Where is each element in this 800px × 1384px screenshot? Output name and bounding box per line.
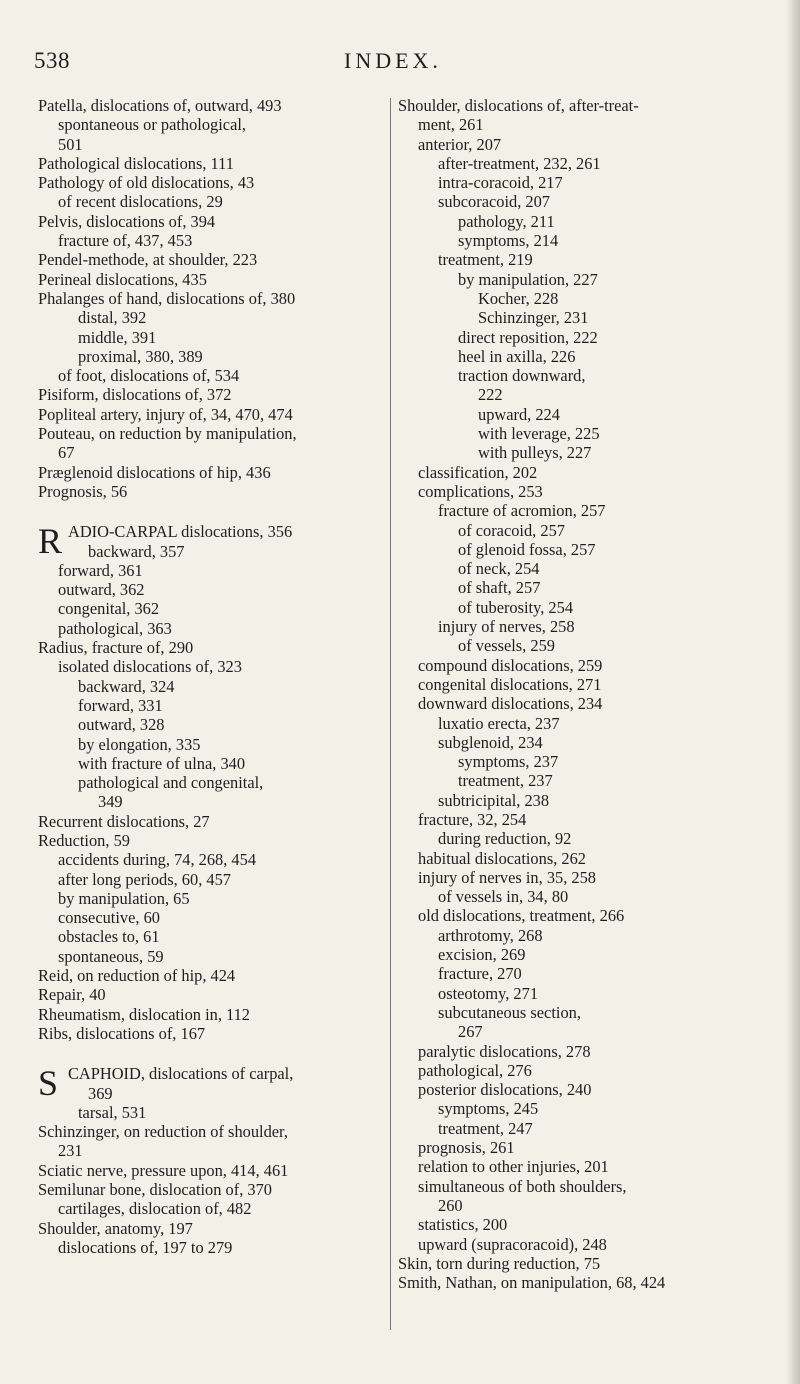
index-subentry: osteotomy, 271 — [438, 983, 539, 1003]
index-subentry: fracture of acromion, 257 — [438, 501, 606, 521]
index-subentry: pathological, 276 — [418, 1060, 532, 1080]
index-subentry: Kocher, 228 — [478, 288, 559, 308]
index-subentry: of recent dislocations, 29 — [58, 192, 223, 212]
index-subentry: backward, 357 — [88, 541, 185, 561]
index-entry: Reduction, 59 — [38, 830, 130, 850]
index-subentry: subcoracoid, 207 — [438, 192, 550, 212]
index-subentry: upward, 224 — [478, 404, 560, 424]
page-header — [34, 48, 774, 78]
index-entry: Phalanges of hand, dislocations of, 380 — [38, 288, 296, 308]
index-subentry: intra-coracoid, 217 — [438, 173, 563, 193]
index-subentry: fracture, 270 — [438, 964, 522, 984]
index-entry: Patella, dislocations of, outward, 493 — [38, 96, 282, 115]
index-subentry: classification, 202 — [418, 462, 538, 482]
index-subentry: prognosis, 261 — [418, 1138, 515, 1158]
index-subentry: of shaft, 257 — [458, 578, 541, 598]
index-subentry: 501 — [58, 134, 83, 154]
index-subentry: of glenoid fossa, 257 — [458, 539, 596, 559]
index-entry: Radius, fracture of, 290 — [38, 638, 194, 658]
index-subentry: forward, 331 — [78, 695, 163, 715]
index-subentry: 222 — [478, 385, 503, 405]
index-subentry: after long periods, 60, 457 — [58, 869, 231, 889]
index-entry: Rheumatism, dislocation in, 112 — [38, 1004, 250, 1024]
index-subentry: 260 — [438, 1195, 463, 1215]
index-subentry: arthrotomy, 268 — [438, 925, 543, 945]
index-subentry: simultaneous of both shoulders, — [418, 1176, 627, 1196]
index-subentry: cartilages, dislocation of, 482 — [58, 1199, 252, 1219]
index-entry: CAPHOID, dislocations of carpal, — [68, 1064, 294, 1084]
index-entry: Smith, Nathan, on manipulation, 68, 424 — [398, 1273, 666, 1293]
index-subentry: traction downward, — [458, 366, 586, 386]
index-subentry: old dislocations, treatment, 266 — [418, 906, 625, 926]
index-entry: Skin, torn during reduction, 75 — [398, 1253, 601, 1273]
index-subentry: consecutive, 60 — [58, 908, 160, 928]
index-subentry: subcutaneous section, — [438, 1002, 581, 1022]
index-subentry: ment, 261 — [418, 115, 484, 135]
index-subentry: congenital, 362 — [58, 599, 160, 619]
drop-cap-letter: S — [38, 1063, 59, 1104]
index-subentry: treatment, 237 — [458, 771, 553, 791]
index-subentry: 369 — [88, 1083, 113, 1103]
index-subentry: pathological and congenital, — [78, 773, 264, 793]
index-subentry: obstacles to, 61 — [58, 927, 160, 947]
index-entry: Popliteal artery, injury of, 34, 470, 474 — [38, 404, 293, 424]
index-subentry: congenital dislocations, 271 — [418, 674, 602, 694]
index-subentry: middle, 391 — [78, 327, 157, 347]
index-entry: Pendel-methode, at shoulder, 223 — [38, 250, 258, 270]
index-subentry: relation to other injuries, 201 — [418, 1157, 609, 1177]
index-subentry: anterior, 207 — [418, 134, 502, 154]
index-subentry: posterior dislocations, 240 — [418, 1080, 592, 1100]
index-subentry: 267 — [458, 1022, 483, 1042]
index-subentry: statistics, 200 — [418, 1215, 508, 1235]
index-subentry: 349 — [98, 792, 123, 812]
index-entry: Pathology of old dislocations, 43 — [38, 173, 255, 193]
index-subentry: treatment, 219 — [438, 250, 533, 270]
index-entry: Shoulder, anatomy, 197 — [38, 1218, 193, 1238]
index-subentry: outward, 328 — [78, 715, 165, 735]
index-subentry: fracture, 32, 254 — [418, 809, 527, 829]
index-entry: Pelvis, dislocations of, 394 — [38, 211, 216, 231]
index-subentry: 67 — [58, 443, 75, 463]
index-subentry: backward, 324 — [78, 676, 175, 696]
index-subentry: symptoms, 245 — [438, 1099, 539, 1119]
index-entry: Pouteau, on reduction by manipulation, — [38, 424, 297, 444]
index-subentry: injury of nerves, 258 — [438, 617, 575, 637]
index-column-right — [398, 96, 773, 1292]
index-subentry: excision, 269 — [438, 945, 526, 965]
index-entry: Recurrent dislocations, 27 — [38, 811, 210, 831]
index-entry: Pisiform, dislocations of, 372 — [38, 385, 232, 405]
index-subentry: accidents during, 74, 268, 454 — [58, 850, 257, 870]
index-subentry: fracture of, 437, 453 — [58, 231, 193, 251]
index-entry: Reid, on reduction of hip, 424 — [38, 966, 236, 986]
index-subentry: symptoms, 237 — [458, 752, 559, 772]
section-start — [38, 1064, 388, 1103]
index-subentry: luxatio erecta, 237 — [438, 713, 560, 733]
index-subentry: isolated dislocations of, 323 — [58, 657, 242, 677]
index-subentry: during reduction, 92 — [438, 829, 572, 849]
index-subentry: with pulleys, 227 — [478, 443, 592, 463]
index-subentry: forward, 361 — [58, 560, 143, 580]
index-subentry: Schinzinger, 231 — [478, 308, 589, 328]
index-subentry: symptoms, 214 — [458, 231, 559, 251]
index-subentry: subglenoid, 234 — [438, 732, 543, 752]
index-subentry: tarsal, 531 — [78, 1102, 147, 1122]
page-edge-shadow — [786, 0, 800, 1384]
index-subentry: of vessels in, 34, 80 — [438, 887, 569, 907]
index-entry: Prognosis, 56 — [38, 481, 128, 501]
index-entry: Perineal dislocations, 435 — [38, 269, 207, 289]
section-start — [38, 522, 388, 561]
index-subentry: by manipulation, 227 — [458, 269, 598, 289]
drop-cap-letter: R — [38, 521, 63, 562]
index-entry: ADIO-CARPAL dislocations, 356 — [68, 522, 293, 542]
index-subentry: pathology, 211 — [458, 211, 555, 231]
column-divider — [390, 98, 391, 1330]
index-subentry: treatment, 247 — [438, 1118, 533, 1138]
index-subentry: heel in axilla, 226 — [458, 346, 576, 366]
index-subentry: with leverage, 225 — [478, 424, 600, 444]
index-subentry: proximal, 380, 389 — [78, 346, 203, 366]
index-subentry: downward dislocations, 234 — [418, 694, 603, 714]
index-subentry: of vessels, 259 — [458, 636, 555, 656]
index-subentry: spontaneous, 59 — [58, 946, 164, 966]
index-subentry: with fracture of ulna, 340 — [78, 753, 246, 773]
index-subentry: outward, 362 — [58, 580, 145, 600]
index-column-left — [38, 96, 388, 1257]
index-subentry: dislocations of, 197 to 279 — [58, 1237, 233, 1257]
page-number: 538 — [34, 48, 70, 73]
index-subentry: spontaneous or pathological, — [58, 115, 246, 135]
index-subentry: after-treatment, 232, 261 — [438, 153, 601, 173]
index-entry: Ribs, dislocations of, 167 — [38, 1023, 206, 1043]
index-subentry: pathological, 363 — [58, 618, 172, 638]
page-title: INDEX. — [344, 48, 442, 73]
index-subentry: direct reposition, 222 — [458, 327, 598, 347]
index-subentry: injury of nerves in, 35, 258 — [418, 867, 596, 887]
index-entry: Sciatic nerve, pressure upon, 414, 461 — [38, 1160, 289, 1180]
section-gap — [38, 501, 388, 522]
index-subentry: of foot, dislocations of, 534 — [58, 366, 240, 386]
index-entry: Schinzinger, on reduction of shoulder, — [38, 1122, 288, 1142]
index-subentry: compound dislocations, 259 — [418, 655, 603, 675]
index-subentry: complications, 253 — [418, 481, 543, 501]
index-entry: Repair, 40 — [38, 985, 106, 1005]
index-subentry: of neck, 254 — [458, 559, 540, 579]
index-entry: Præglenoid dislocations of hip, 436 — [38, 462, 271, 482]
index-subentry: of tuberosity, 254 — [458, 597, 574, 617]
index-subentry: by elongation, 335 — [78, 734, 201, 754]
index-subentry: by manipulation, 65 — [58, 888, 190, 908]
index-subentry: 231 — [58, 1141, 83, 1161]
index-entry: Shoulder, dislocations of, after-treat- — [398, 96, 639, 115]
index-subentry: upward (supracoracoid), 248 — [418, 1234, 607, 1254]
index-entry: Pathological dislocations, 111 — [38, 153, 234, 173]
index-subentry: habitual dislocations, 262 — [418, 848, 586, 868]
index-entry: Semilunar bone, dislocation of, 370 — [38, 1180, 272, 1200]
section-gap — [38, 1043, 388, 1064]
index-subentry: subtricipital, 238 — [438, 790, 550, 810]
index-subentry: distal, 392 — [78, 308, 147, 328]
index-subentry: paralytic dislocations, 278 — [418, 1041, 591, 1061]
index-subentry: of coracoid, 257 — [458, 520, 565, 540]
